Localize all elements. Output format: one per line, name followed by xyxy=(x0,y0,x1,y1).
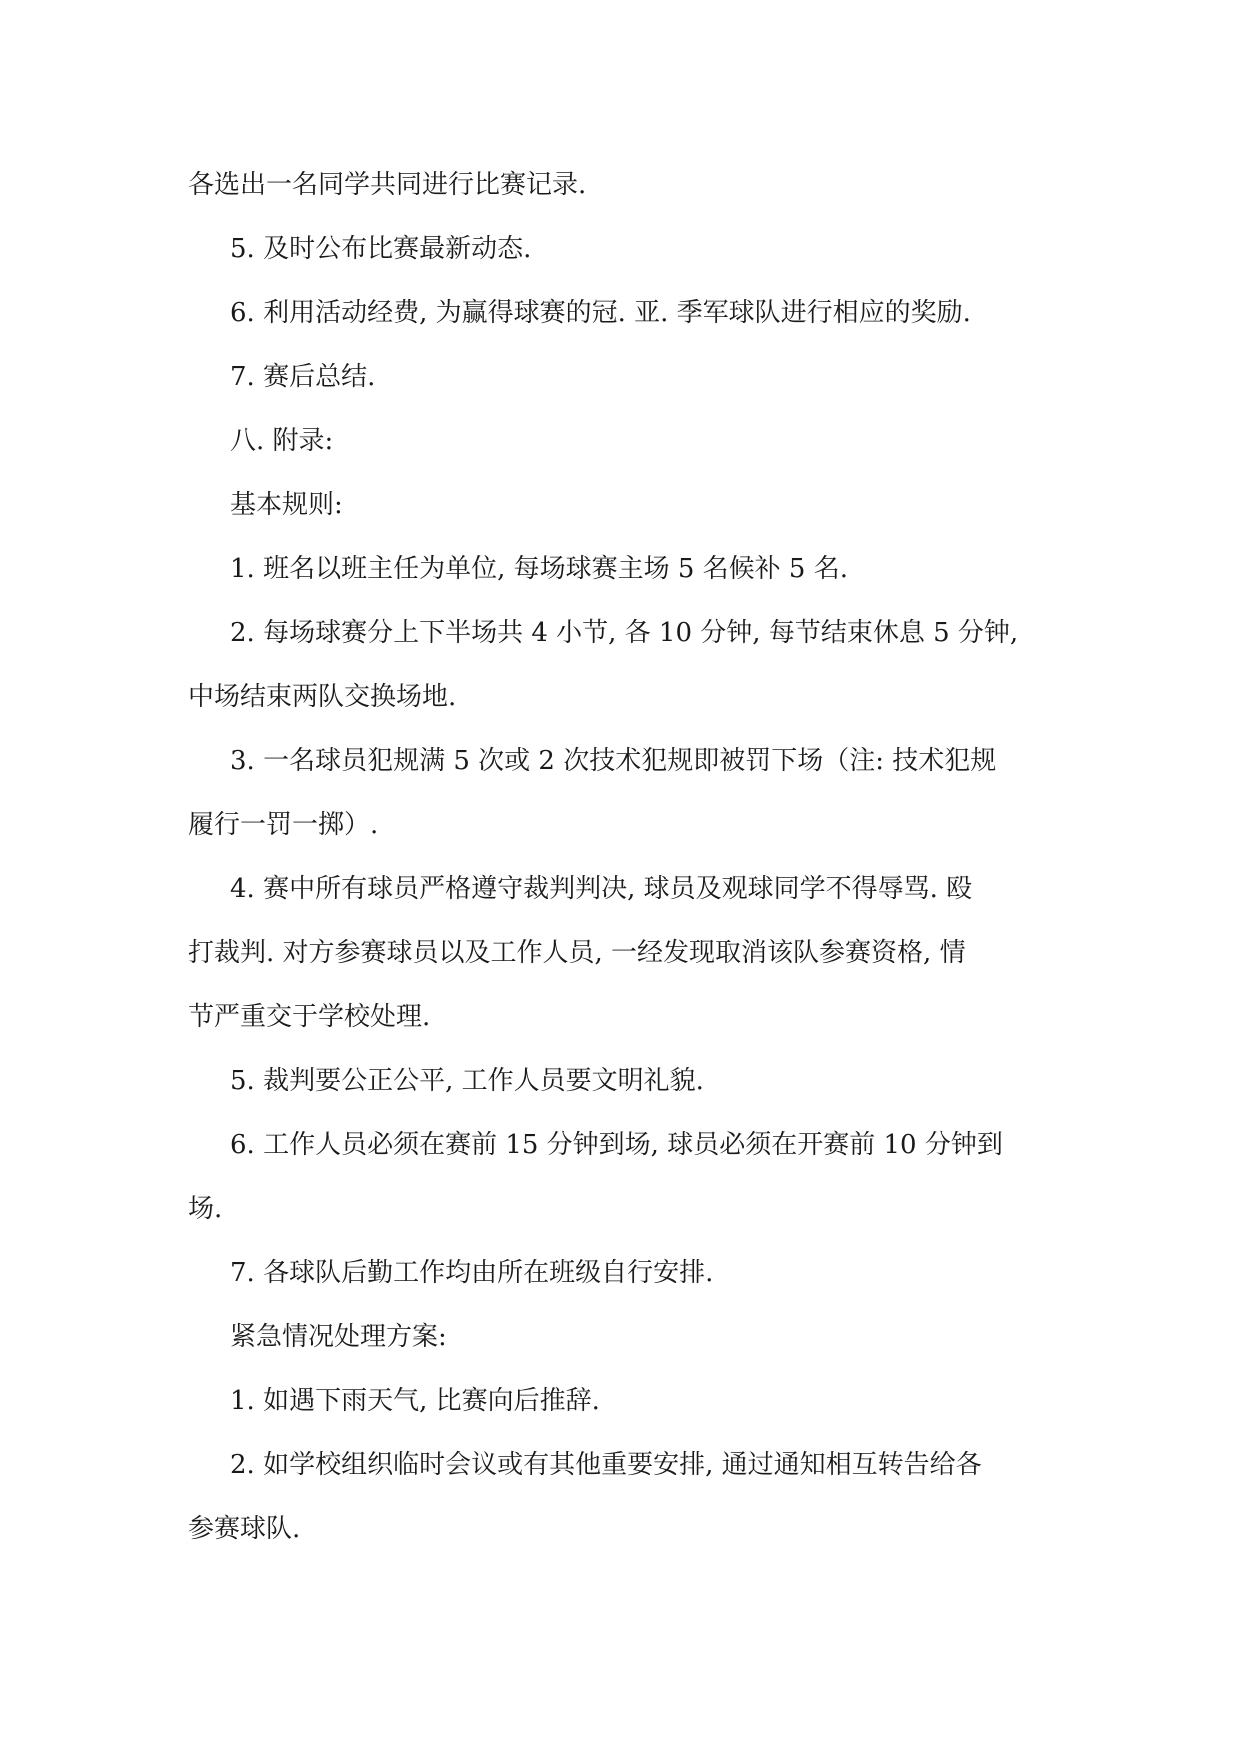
document-body xyxy=(188,153,1068,1561)
text-line-3: 7. 赛后总结. xyxy=(230,362,376,392)
text-line-13: 节严重交于学校处理. xyxy=(188,1002,431,1032)
text-line-7: 2. 每场球赛分上下半场共 4 小节, 各 10 分钟, 每节结束休息 5 分钟, xyxy=(230,618,1019,648)
text-line-15: 6. 工作人员必须在赛前 15 分钟到场, 球员必须在开赛前 10 分钟到 xyxy=(230,1130,1003,1160)
text-line-12: 打裁判. 对方参赛球员以及工作人员, 一经发现取消该队参赛资格, 情 xyxy=(188,938,966,968)
section-heading-appendix: 八. 附录: xyxy=(230,426,334,456)
text-line-11: 4. 赛中所有球员严格遵守裁判判决, 球员及观球同学不得辱骂. 殴 xyxy=(230,874,973,904)
text-line-0: 各选出一名同学共同进行比赛记录. xyxy=(188,170,587,200)
text-line-19: 1. 如遇下雨天气, 比赛向后推辞. xyxy=(230,1386,600,1416)
text-line-1: 5. 及时公布比赛最新动态. xyxy=(230,234,532,264)
text-line-17: 7. 各球队后勤工作均由所在班级自行安排. xyxy=(230,1258,714,1288)
text-line-16: 场. xyxy=(188,1194,223,1224)
text-line-9: 3. 一名球员犯规满 5 次或 2 次技术犯规即被罚下场（注: 技术犯规 xyxy=(230,746,997,776)
text-line-2: 6. 利用活动经费, 为赢得球赛的冠. 亚. 季军球队进行相应的奖励. xyxy=(230,298,971,328)
text-line-8: 中场结束两队交换场地. xyxy=(188,682,457,712)
text-line-10: 履行一罚一掷）. xyxy=(188,810,379,840)
subheading-basic-rules: 基本规则: xyxy=(230,490,343,520)
subheading-emergency-plan: 紧急情况处理方案: xyxy=(230,1322,447,1352)
text-line-21: 参赛球队. xyxy=(188,1514,301,1544)
text-line-20: 2. 如学校组织临时会议或有其他重要安排, 通过通知相互转告给各 xyxy=(230,1450,982,1480)
text-line-6: 1. 班名以班主任为单位, 每场球赛主场 5 名候补 5 名. xyxy=(230,554,849,584)
text-line-14: 5. 裁判要公正公平, 工作人员要文明礼貌. xyxy=(230,1066,704,1096)
